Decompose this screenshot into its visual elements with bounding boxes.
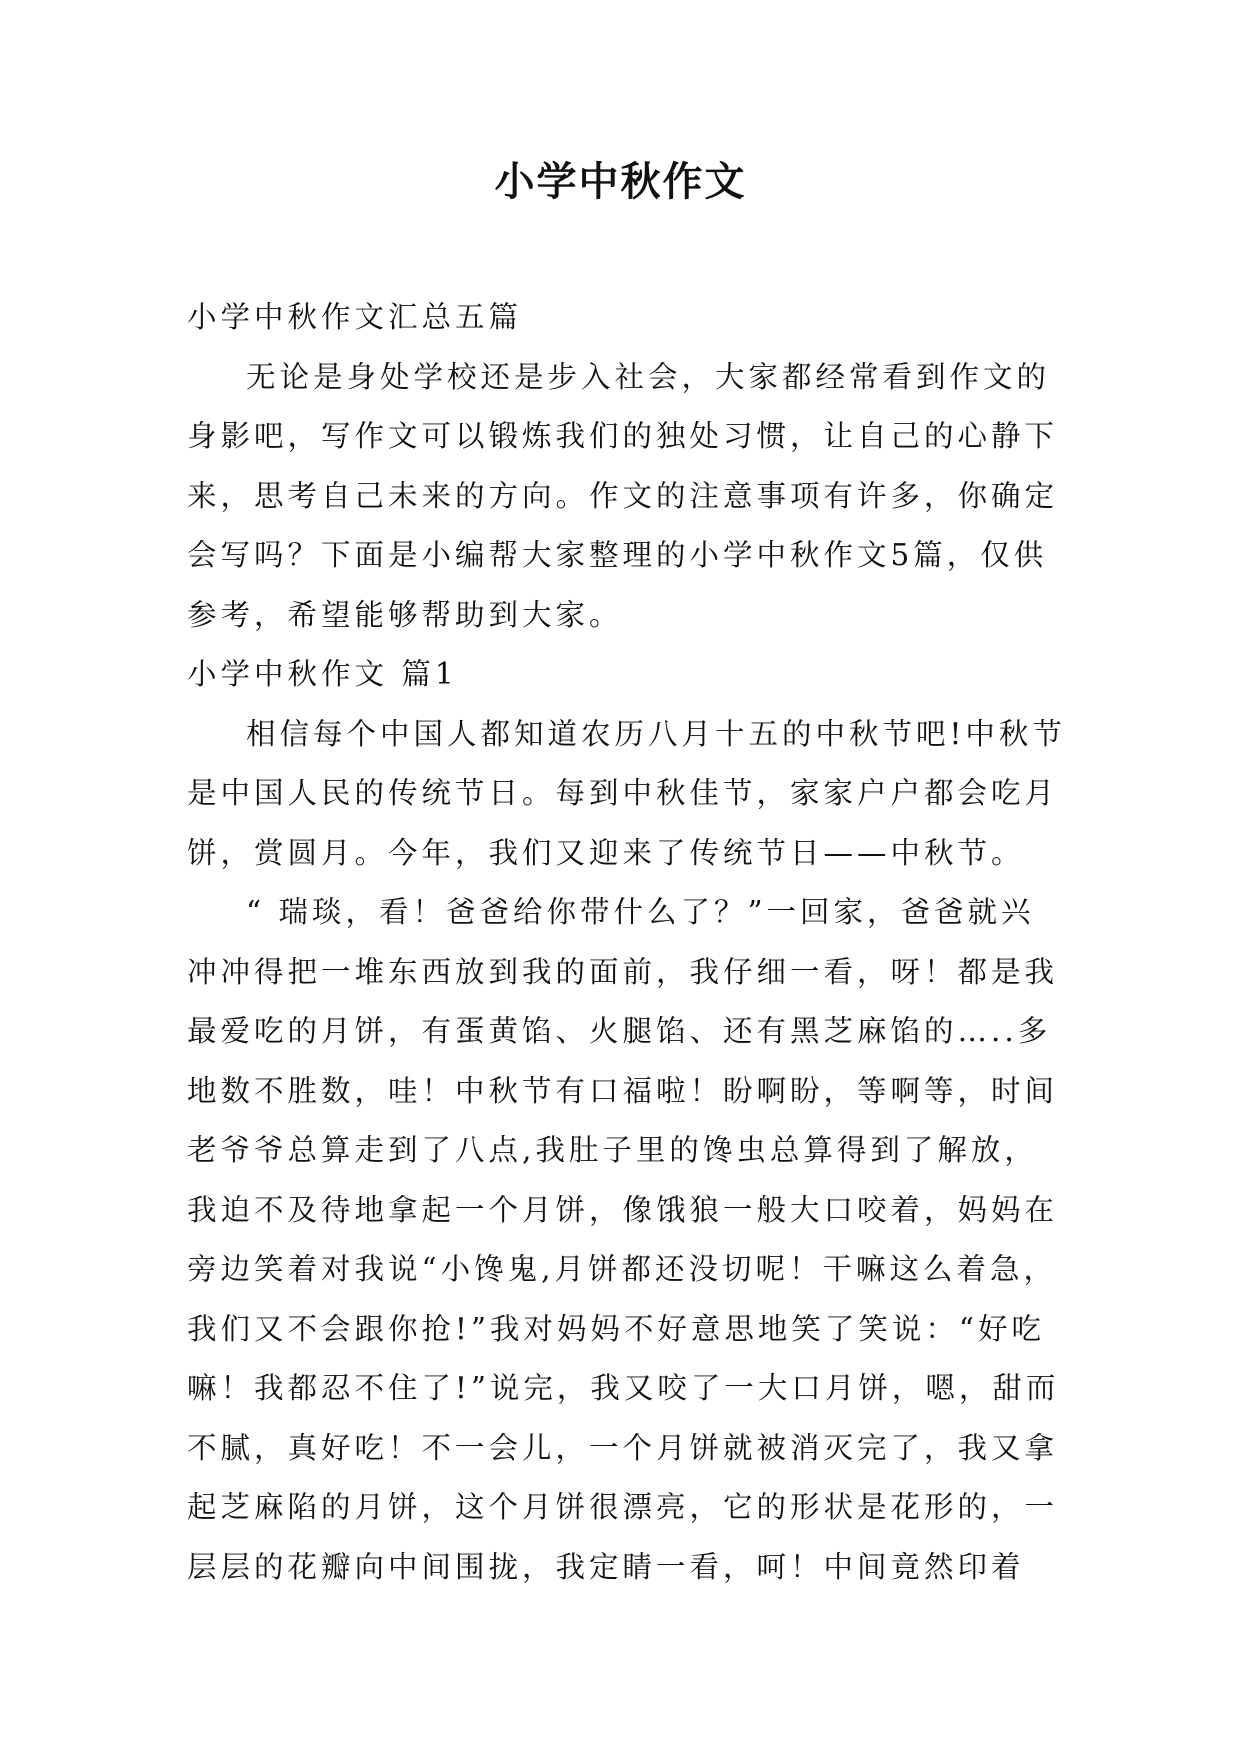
section-heading: 小学中秋作文 篇1 <box>187 657 458 691</box>
document-subtitle: 小学中秋作文汇总五篇 <box>187 300 523 334</box>
document-body <box>187 288 1067 1597</box>
intro-paragraph: 无论是身处学校还是步入社会，大家都经常看到作文的身影吧，写作文可以锻炼我们的独处习惯，让自己的心静下来，思考自己未来的方向。作文的注意事项有许多，你确定会写吗？下面是小编帮大家整理的小学中秋作文5篇，仅供参考，希望能够帮助到大家。 <box>187 359 1059 632</box>
essay-paragraph-2: “ 瑞琰，看！爸爸给你带什么了？”一回家，爸爸就兴冲冲得把一堆东西放到我的面前，我仔细一看，呀！都是我最爱吃的月饼，有蛋黄馅、火腿馅、还有黑芝麻馅的…..多地数不胜数，哇！中秋节有口福啦！盼啊盼，等啊等，时间老爷爷总算走到了八点,我肚子里的馋虫总算得到了解放，我迫不及待地拿起一个月饼，像饿狼一般大口咬着，妈妈在旁边笑着对我说“小馋鬼,月饼都还没切呢！干嘛这么着急，我们又不会跟你抢!”我对妈妈不好意思地笑了笑说：“好吃嘛！我都忍不住了!”说完，我又咬了一大口月饼，嗯，甜而不腻，真好吃！不一会儿，一个月饼就被消灭完了，我又拿起芝麻陷的月饼，这个月饼很漂亮，它的形状是花形的，一层层的花瓣向中间围拢，我定睛一看，呵！中间竟然印着 <box>187 895 1060 1584</box>
essay-paragraph-1: 相信每个中国人都知道农历八月十五的中秋节吧!中秋节是中国人民的传统节日。每到中秋佳节，家家户户都会吃月饼，赏圆月。今年，我们又迎来了传统节日——中秋节。 <box>187 716 1066 870</box>
document-title: 小学中秋作文 <box>494 159 747 205</box>
